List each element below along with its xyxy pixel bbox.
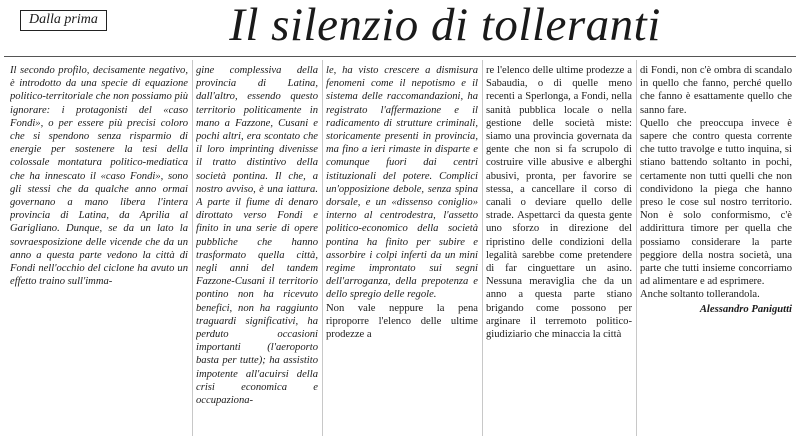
article-column-1: [10, 64, 188, 436]
column-paragraph: gine complessiva della provincia di Latina, dall'altro, essendo questo territorio politicamente in mano a Fazzone, Cusani e pochi altri, era scontato che il loro imprinting divenisse il tratto distintivo della società pontina. Il che, a nostro avviso, è una iattura. A parte il fiume di denaro dirottato verso Fondi e finito in una serie di opere pubbliche che hanno trasformato quella città, negli anni del tandem Fazzone-Cusani il territorio pontino non ha ricevuto benefici, non ha raggiunto traguardi significativi, ha perduto occasioni importanti (l'aeroporto basta per tutte); ha assistito impotente all'acuirsi della crisi economica e occupaziona-: [196, 65, 318, 407]
article-column-4: [486, 64, 632, 436]
column-separator: [192, 60, 193, 436]
article-column-2: [196, 64, 318, 436]
section-kicker: Dalla prima: [20, 10, 107, 31]
article-column-3: [326, 64, 478, 436]
column-paragraph: re l'elenco delle ultime prodezze a Sabaudia, o di quelle meno recenti a Sperlonga, a Fondi, nella sanità pubblica locale o nella gestione delle società miste: siamo una provincia governata da gente che non si fa scrupolo di costruire ville abusive e alberghi abusivi, pronta, per favorire se stessa, a cancellare il corso di canali o deviare quello delle strade. Aspettarci da questa gente uno sforzo in direzione del ripristino delle condizioni della legalità sarebbe come pretendere di far cinguettare un asino. Nessuna meraviglia che da un anno a questa parte stiano brigando come possono per arginare il terremoto politico-giudiziario che minaccia la città: [486, 65, 632, 341]
column-paragraph: Non vale neppure la pena riproporre l'elenco delle ultime prodezze a: [326, 302, 478, 341]
article-column-5: [640, 64, 792, 436]
article-headline: Il silenzio di tolleranti: [229, 0, 661, 51]
column-paragraph: di Fondi, non c'è ombra di scandalo in quello che fanno, perché quello che fanno è esattamente quello che sanno fare.: [640, 65, 792, 116]
author-signature: Alessandro Panigutti: [699, 303, 792, 315]
column-paragraph: le, ha visto crescere a dismisura fenomeni come il nepotismo e il sistema delle raccomandazioni, ha registrato l'affermazione e il radicamento di strutture criminali, storicamente presenti in provincia, ma fino a ieri rimaste in disparte e comunque fuori dai centri istituzionali del potere. Complici un'opposizione debole, senza spina dorsale, e un «dissenso coniglio» interno al centrodestra, l'assetto politico-economico della società pontina ha finito per subire e assorbire i colpi inferti da un mini regime improntato sui segni dell'arroganza, della prepotenza e dello spregio delle regole.: [326, 65, 478, 301]
header-rule: [4, 56, 796, 57]
column-paragraph: Quello che preoccupa invece è sapere che contro questa corrente che tutto travolge e tutto inquina, si stiano battendo soltanto in pochi, certamente non tutti quelli che non condividono la piega che hanno preso le cose sul nostro territorio. Non è solo conformismo, c'è addirittura timore per quella che possiamo considerare la parte peggiore della nostra società, una parte che tutti insieme concorriamo ad alimentare e ad esprimere.: [640, 117, 792, 288]
column-paragraph: Il secondo profilo, decisamente negativo, è introdotto da una specie di equazione politico-territoriale che non possiamo più ignorare: i protagonisti del «caso Fondi», o per essere più precisi coloro che si spendono senza risparmio di energie per sostenere la tesi della colossale montatura politico-mediatica che ha innescato il «caso Fondi», sono gli stessi che da qualche anno ormai governano a mano libera l'intera provincia di Latina, da Aprilia al Garigliano. Dunque, se da un lato la sovraesposizione delle vicende che da un anno a questa parte vedono la città di Fondi nell'occhio del ciclone ha avuto un effetto traino sull'imma-: [10, 65, 188, 288]
column-paragraph: Anche soltanto tollerandola.: [640, 289, 760, 301]
column-separator: [322, 60, 323, 436]
column-separator: [636, 60, 637, 436]
column-separator: [482, 60, 483, 436]
